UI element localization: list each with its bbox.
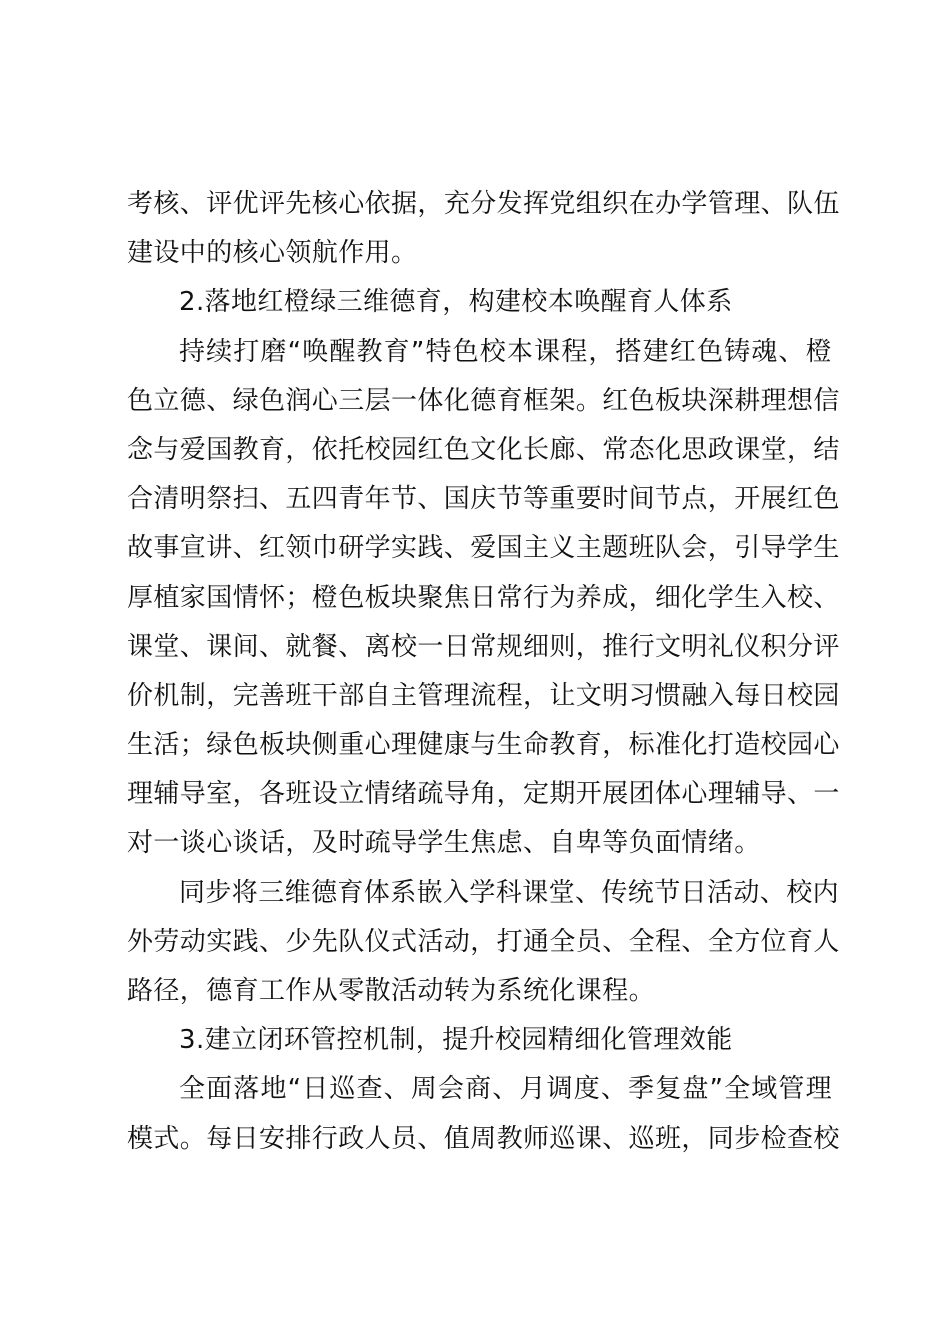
paragraph-line: 外劳动实践、少先队仪式活动，打通全员、全程、全方位育人 <box>127 926 840 957</box>
paragraph-line: 理辅导室，各班设立情绪疏导角，定期开展团体心理辅导、一 <box>127 779 840 810</box>
document-body <box>127 180 840 1164</box>
paragraph-line: 全面落地“日巡查、周会商、月调度、季复盘”全域管理 <box>179 1074 832 1105</box>
paragraph-line: 课堂、课间、就餐、离校一日常规细则，推行文明礼仪积分评 <box>127 631 840 662</box>
paragraph-line: 同步将三维德育体系嵌入学科课堂、传统节日活动、校内 <box>179 877 840 908</box>
paragraph-line: 对一谈心谈话，及时疏导学生焦虑、自卑等负面情绪。 <box>127 828 761 859</box>
paragraph-line: 故事宣讲、红领巾研学实践、爱国主义主题班队会，引导学生 <box>127 533 840 564</box>
paragraph-line: 生活；绿色板块侧重心理健康与生命教育，标准化打造校园心 <box>127 730 840 761</box>
paragraph-line: 持续打磨“唤醒教育”特色校本课程，搭建红色铸魂、橙 <box>179 336 832 367</box>
continuation-line: 建设中的核心领航作用。 <box>127 238 418 269</box>
paragraph-line: 路径，德育工作从零散活动转为系统化课程。 <box>127 976 656 1006</box>
continuation-line: 考核、评优评先核心依据，充分发挥党组织在办学管理、队伍 <box>127 189 840 219</box>
paragraph-line: 模式。每日安排行政人员、值周教师巡课、巡班，同步检查校 <box>127 1123 840 1154</box>
paragraph-line: 色立德、绿色润心三层一体化德育框架。红色板块深耕理想信 <box>127 385 840 416</box>
section-2-heading: 2.落地红橙绿三维德育，构建校本唤醒育人体系 <box>179 287 733 318</box>
section-3-heading: 3.建立闭环管控机制，提升校园精细化管理效能 <box>179 1025 733 1056</box>
paragraph-line: 厚植家国情怀；橙色板块聚焦日常行为养成，细化学生入校、 <box>127 582 840 613</box>
paragraph-line: 合清明祭扫、五四青年节、国庆节等重要时间节点，开展红色 <box>127 484 840 515</box>
paragraph-line: 念与爱国教育，依托校园红色文化长廊、常态化思政课堂，结 <box>127 434 840 465</box>
paragraph-line: 价机制，完善班干部自主管理流程，让文明习惯融入每日校园 <box>127 680 840 711</box>
